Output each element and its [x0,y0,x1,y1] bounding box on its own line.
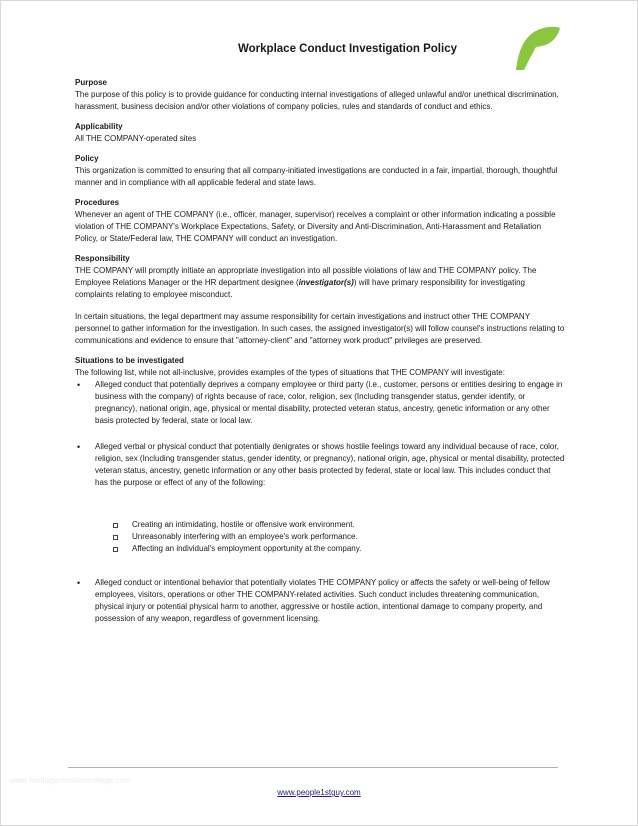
procedures-text: Whenever an agent of THE COMPANY (i.e., officer, manager, supervisor) receives a complaint or other information indicating a possible violation of THE COMPANY's Workplace Expectations, Safety, or Diversity and Anti-Discrimination, Anti-Harassment and Retaliation Policy, or State/Federal law, THE COMPANY will conduct an investigation. [75,210,556,243]
footer-link[interactable]: www.people1stguy.com [277,788,361,797]
sub-list-item: Affecting an individual's employment opportunity at the company. [95,543,565,555]
page-title: Workplace Conduct Investigation Policy [238,43,457,55]
watermark: www.heritagechristiancollege.com [10,776,131,785]
responsibility-text-after: ) will have primary responsibility for investigating complaints relating to employee misconduct. [75,278,525,299]
situations-intro: The following list, while not all-inclusive, provides examples of the types of situations that THE COMPANY will investigate: [75,368,505,377]
procedures-heading: Procedures [75,198,120,207]
situation-bullet-1: Alleged conduct that potentially deprives a company employee or third party (i.e., customer, persons or entities desiring to engage in business with the company) of rights because of race, color, religion, sex (Including transgender status, gender identify, or pregnancy), national origin, age, physical or mental disability, protected veteran status, ancestry, genetic information or any other basis protected by federal, state or local law. [95,380,563,425]
policy-text: This organization is committed to ensuring that all company-initiated investigations are conducted in a fair, impartial, thorough, thoughtful manner and in compliance with all applicable federal and state laws. [75,166,558,187]
footer-divider [68,767,558,768]
responsibility-text-2: In certain situations, the legal department may assume responsibility for certain investigations and instruct other THE COMPANY personnel to gather information for the investigation. In such cases, the assigned investigator(s) will follow counsel's instructions relating to communications and evidence to ensure that "attorney-client" and "attorney work product" privileges are preserved. [75,312,565,345]
applicability-text: All THE COMPANY-operated sites [75,134,197,143]
purpose-text: The purpose of this policy is to provide guidance for conducting internal investigations of alleged unlawful and/or unethical discrimination, harassment, business decision and/or other violations of company policies, rules and standards of conduct and ethics. [75,90,559,111]
situation-bullet-3: Alleged conduct or intentional behavior that potentially violates THE COMPANY policy or affects the safety or well-being of fellow employees, visitors, operations or other THE COMPANY-related activities. Such conduct includes threatening communication, physical injury or potential physical harm to another, aggressive or hostile action, intentional damage to company property, and possession of any weapon, regardless of government licensing. [95,578,550,623]
situations-list [75,379,565,625]
list-item [75,577,565,625]
list-item [75,379,565,427]
purpose-heading: Purpose [75,78,108,87]
policy-heading: Policy [75,154,99,163]
sub-list [95,519,565,555]
list-item [75,441,565,555]
applicability-heading: Applicability [75,122,123,131]
situations-heading: Situations to be investigated [75,356,184,365]
sub-list-item: Creating an intimidating, hostile or offensive work environment. [95,519,565,531]
responsibility-text-before: THE COMPANY will promptly initiate an appropriate investigation into all possible violations of law and THE COMPANY policy. The Employee Relations Manager or the HR department designee ( [75,266,537,287]
investigator-term: investigator(s) [298,278,354,287]
responsibility-text [75,265,565,301]
situation-bullet-2: Alleged verbal or physical conduct that potentially denigrates or shows hostile feelings toward any individual because of race, color, religion, sex (Including transgender status, gender identity, or pregnancy), national origin, age, physical or mental disability, protected veteran status, ancestry, genetic information or any other basis protected by federal, state or local law. This includes conduct that has the purpose or effect of any of the following: [95,442,565,487]
sub-list-item: Unreasonably interfering with an employee's work performance. [95,531,565,543]
document-body [75,77,565,625]
responsibility-heading: Responsibility [75,254,130,263]
